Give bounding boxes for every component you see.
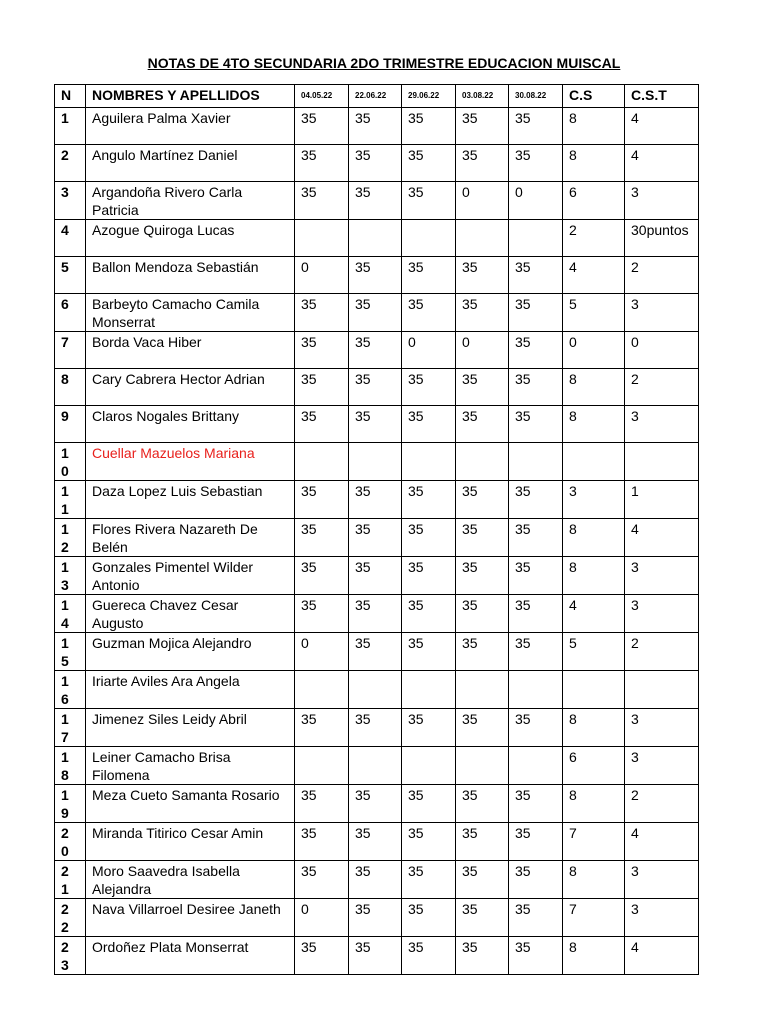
- student-name: Barbeyto Camacho Camila Monserrat: [86, 294, 295, 332]
- cs-cell: 5: [563, 633, 625, 671]
- grade-cell: 35: [349, 823, 402, 861]
- row-number: [55, 709, 86, 747]
- grade-cell: [509, 443, 563, 481]
- header-n: N: [55, 85, 86, 108]
- grade-cell: [456, 443, 509, 481]
- grade-cell: 35: [295, 709, 349, 747]
- cst-cell: 4: [625, 145, 699, 182]
- grade-cell: [295, 220, 349, 257]
- grade-cell: 35: [509, 633, 563, 671]
- table-header-row: [55, 85, 699, 108]
- student-name: Argandoña Rivero Carla Patricia: [86, 182, 295, 220]
- row-number-text: 22: [61, 901, 69, 935]
- cst-cell: 1: [625, 481, 699, 519]
- header-date: 29.06.22: [402, 85, 456, 108]
- row-number: [55, 595, 86, 633]
- cst-cell: 3: [625, 595, 699, 633]
- grade-cell: [295, 747, 349, 785]
- row-number: [55, 369, 86, 406]
- cs-cell: 6: [563, 182, 625, 220]
- cst-cell: 3: [625, 747, 699, 785]
- cs-cell: 0: [563, 332, 625, 369]
- row-number: [55, 220, 86, 257]
- grade-cell: 35: [456, 519, 509, 557]
- grade-cell: 35: [456, 595, 509, 633]
- grade-cell: 35: [456, 899, 509, 937]
- grade-cell: 35: [295, 294, 349, 332]
- table-row: [55, 633, 699, 671]
- table-row: [55, 671, 699, 709]
- row-number-text: 21: [61, 863, 69, 897]
- cs-cell: 8: [563, 406, 625, 443]
- row-number: [55, 861, 86, 899]
- grade-cell: 35: [402, 145, 456, 182]
- grade-cell: 35: [509, 595, 563, 633]
- table-row: [55, 182, 699, 220]
- cs-cell: 8: [563, 709, 625, 747]
- document-title: [0, 55, 768, 71]
- grade-cell: 35: [456, 823, 509, 861]
- grade-cell: 35: [402, 369, 456, 406]
- cst-cell: 2: [625, 369, 699, 406]
- student-name: Guzman Mojica Alejandro: [86, 633, 295, 671]
- table-row: [55, 785, 699, 823]
- row-number: [55, 519, 86, 557]
- grade-cell: [402, 443, 456, 481]
- student-name: Flores Rivera Nazareth De Belén: [86, 519, 295, 557]
- grade-cell: [349, 671, 402, 709]
- cst-cell: 3: [625, 406, 699, 443]
- cs-cell: 5: [563, 294, 625, 332]
- grade-cell: 35: [402, 182, 456, 220]
- grade-cell: 35: [349, 633, 402, 671]
- cst-cell: 3: [625, 861, 699, 899]
- row-number-text: 3: [61, 184, 69, 200]
- grade-cell: 35: [509, 481, 563, 519]
- grade-cell: 0: [295, 257, 349, 294]
- grade-cell: [509, 747, 563, 785]
- grade-cell: [295, 443, 349, 481]
- grade-cell: 35: [402, 633, 456, 671]
- grade-cell: 35: [349, 182, 402, 220]
- student-name: Moro Saavedra Isabella Alejandra: [86, 861, 295, 899]
- row-number-text: 12: [61, 521, 69, 555]
- student-name: Claros Nogales Brittany: [86, 406, 295, 443]
- cst-cell: 0: [625, 332, 699, 369]
- grade-cell: 35: [295, 937, 349, 975]
- grade-cell: 35: [295, 332, 349, 369]
- grade-cell: 0: [295, 899, 349, 937]
- row-number-text: 7: [61, 334, 69, 350]
- row-number-text: 20: [61, 825, 69, 859]
- grade-cell: 35: [509, 709, 563, 747]
- grade-cell: 35: [402, 557, 456, 595]
- cs-cell: 8: [563, 557, 625, 595]
- cs-cell: 4: [563, 595, 625, 633]
- grade-cell: 35: [509, 406, 563, 443]
- grade-cell: 35: [295, 369, 349, 406]
- row-number-text: 1: [61, 110, 69, 126]
- grade-cell: 35: [509, 937, 563, 975]
- table-row: [55, 294, 699, 332]
- grade-cell: 35: [509, 294, 563, 332]
- row-number: [55, 182, 86, 220]
- row-number: [55, 406, 86, 443]
- grade-cell: 35: [349, 257, 402, 294]
- table-row: [55, 823, 699, 861]
- row-number-text: 8: [61, 371, 69, 387]
- grade-cell: 35: [349, 861, 402, 899]
- grade-cell: 35: [349, 595, 402, 633]
- grade-cell: 35: [456, 557, 509, 595]
- student-name: Aguilera Palma Xavier: [86, 108, 295, 145]
- table-row: [55, 257, 699, 294]
- row-number: [55, 823, 86, 861]
- table-row: [55, 332, 699, 369]
- grade-cell: 35: [509, 899, 563, 937]
- student-name: Meza Cueto Samanta Rosario: [86, 785, 295, 823]
- student-name: Miranda Titirico Cesar Amin: [86, 823, 295, 861]
- grade-cell: 35: [295, 108, 349, 145]
- grade-cell: 35: [349, 108, 402, 145]
- grade-cell: 35: [295, 406, 349, 443]
- grade-cell: 35: [509, 557, 563, 595]
- row-number: [55, 481, 86, 519]
- grade-cell: 35: [295, 861, 349, 899]
- grade-cell: 35: [295, 519, 349, 557]
- row-number: [55, 747, 86, 785]
- grade-cell: 35: [402, 937, 456, 975]
- grade-cell: 35: [295, 595, 349, 633]
- cst-cell: 3: [625, 899, 699, 937]
- grade-cell: 35: [456, 481, 509, 519]
- header-date: 30.08.22: [509, 85, 563, 108]
- grade-cell: 35: [402, 823, 456, 861]
- cst-cell: 3: [625, 294, 699, 332]
- student-name: Nava Villarroel Desiree Janeth: [86, 899, 295, 937]
- row-number: [55, 108, 86, 145]
- grade-cell: 35: [456, 785, 509, 823]
- header-date: 04.05.22: [295, 85, 349, 108]
- grade-cell: 35: [402, 899, 456, 937]
- student-name: Borda Vaca Hiber: [86, 332, 295, 369]
- table-row: [55, 747, 699, 785]
- student-name: Daza Lopez Luis Sebastian: [86, 481, 295, 519]
- grade-cell: 35: [456, 937, 509, 975]
- grade-cell: 35: [402, 481, 456, 519]
- grade-cell: 35: [349, 481, 402, 519]
- grade-cell: 35: [509, 369, 563, 406]
- grade-cell: 35: [402, 595, 456, 633]
- cst-cell: 2: [625, 785, 699, 823]
- cst-cell: 4: [625, 823, 699, 861]
- grades-table: [54, 84, 699, 975]
- table-row: [55, 481, 699, 519]
- grade-cell: 35: [402, 785, 456, 823]
- student-name: Azogue Quiroga Lucas: [86, 220, 295, 257]
- row-number: [55, 785, 86, 823]
- grade-cell: 35: [456, 406, 509, 443]
- grade-cell: 35: [402, 519, 456, 557]
- grade-cell: 35: [349, 709, 402, 747]
- grade-cell: 35: [509, 332, 563, 369]
- cs-cell: 8: [563, 785, 625, 823]
- grade-cell: [402, 747, 456, 785]
- row-number-text: 9: [61, 408, 69, 424]
- row-number-text: 23: [61, 939, 69, 973]
- table-body: [55, 108, 699, 975]
- row-number: [55, 443, 86, 481]
- student-name: Cary Cabrera Hector Adrian: [86, 369, 295, 406]
- row-number: [55, 332, 86, 369]
- row-number-text: 15: [61, 635, 69, 669]
- table-row: [55, 220, 699, 257]
- cs-cell: 7: [563, 823, 625, 861]
- grade-cell: 35: [509, 861, 563, 899]
- cst-cell: 4: [625, 519, 699, 557]
- cst-cell: [625, 671, 699, 709]
- grade-cell: 35: [509, 108, 563, 145]
- cs-cell: 8: [563, 519, 625, 557]
- grade-cell: [509, 671, 563, 709]
- row-number-text: 10: [61, 445, 69, 479]
- row-number-text: 13: [61, 559, 69, 593]
- table-row: [55, 145, 699, 182]
- grade-cell: 35: [402, 294, 456, 332]
- cs-cell: 8: [563, 108, 625, 145]
- grade-cell: 35: [349, 406, 402, 443]
- row-number-text: 18: [61, 749, 69, 783]
- cs-cell: 8: [563, 369, 625, 406]
- grade-cell: [456, 220, 509, 257]
- cst-cell: 4: [625, 108, 699, 145]
- grade-cell: 35: [295, 823, 349, 861]
- header-name: NOMBRES Y APELLIDOS: [86, 85, 295, 108]
- grade-cell: 35: [295, 481, 349, 519]
- student-name: Ballon Mendoza Sebastián: [86, 257, 295, 294]
- grade-cell: 35: [509, 785, 563, 823]
- row-number-text: 19: [61, 787, 69, 821]
- grade-cell: [349, 443, 402, 481]
- grade-cell: 35: [402, 257, 456, 294]
- row-number: [55, 899, 86, 937]
- cs-cell: 8: [563, 937, 625, 975]
- table-row: [55, 709, 699, 747]
- grade-cell: 35: [456, 861, 509, 899]
- grade-cell: 35: [295, 557, 349, 595]
- row-number-text: 6: [61, 296, 69, 312]
- cs-cell: 6: [563, 747, 625, 785]
- grade-cell: 0: [402, 332, 456, 369]
- grade-cell: [402, 671, 456, 709]
- grade-cell: 35: [295, 785, 349, 823]
- student-name: Cuellar Mazuelos Mariana: [86, 443, 295, 481]
- grade-cell: 35: [349, 937, 402, 975]
- grade-cell: 35: [349, 519, 402, 557]
- grade-cell: 0: [456, 182, 509, 220]
- cs-cell: 3: [563, 481, 625, 519]
- grade-cell: 35: [349, 332, 402, 369]
- grade-cell: [349, 747, 402, 785]
- grade-cell: [402, 220, 456, 257]
- cs-cell: 2: [563, 220, 625, 257]
- row-number: [55, 557, 86, 595]
- row-number-text: 17: [61, 711, 69, 745]
- header-date: 22.06.22: [349, 85, 402, 108]
- cs-cell: 8: [563, 861, 625, 899]
- student-name: Jimenez Siles Leidy Abril: [86, 709, 295, 747]
- grade-cell: 0: [295, 633, 349, 671]
- student-name: Iriarte Aviles Ara Angela: [86, 671, 295, 709]
- grade-cell: 35: [509, 823, 563, 861]
- grade-cell: [456, 671, 509, 709]
- student-name: Leiner Camacho Brisa Filomena: [86, 747, 295, 785]
- grade-cell: 35: [349, 145, 402, 182]
- row-number-text: 2: [61, 147, 69, 163]
- grade-cell: 35: [402, 861, 456, 899]
- cst-cell: [625, 443, 699, 481]
- grade-cell: 35: [349, 899, 402, 937]
- student-name: Angulo Martínez Daniel: [86, 145, 295, 182]
- table-row: [55, 406, 699, 443]
- grade-cell: [456, 747, 509, 785]
- table-row: [55, 937, 699, 975]
- cs-cell: [563, 443, 625, 481]
- cst-cell: 3: [625, 709, 699, 747]
- document-title-text: NOTAS DE 4TO SECUNDARIA 2DO TRIMESTRE EDUCACION MUISCAL: [147, 55, 621, 71]
- cst-cell: 30puntos: [625, 220, 699, 257]
- grade-cell: 35: [402, 709, 456, 747]
- row-number: [55, 671, 86, 709]
- grade-cell: 35: [295, 182, 349, 220]
- student-name: Gonzales Pimentel Wilder Antonio: [86, 557, 295, 595]
- grade-cell: 35: [456, 257, 509, 294]
- row-number: [55, 145, 86, 182]
- row-number-text: 5: [61, 259, 69, 275]
- grade-cell: 35: [456, 108, 509, 145]
- grade-cell: 0: [456, 332, 509, 369]
- grade-cell: 35: [402, 406, 456, 443]
- cs-cell: 8: [563, 145, 625, 182]
- grade-cell: 35: [295, 145, 349, 182]
- grade-cell: 35: [509, 519, 563, 557]
- row-number: [55, 257, 86, 294]
- student-name: Guereca Chavez Cesar Augusto: [86, 595, 295, 633]
- cst-cell: 3: [625, 182, 699, 220]
- row-number-text: 11: [61, 483, 69, 517]
- cs-cell: 4: [563, 257, 625, 294]
- grade-cell: 35: [402, 108, 456, 145]
- row-number-text: 16: [61, 673, 69, 707]
- grade-cell: 35: [456, 633, 509, 671]
- grade-cell: 35: [456, 369, 509, 406]
- table-row: [55, 108, 699, 145]
- table-row: [55, 899, 699, 937]
- table-row: [55, 369, 699, 406]
- cs-cell: [563, 671, 625, 709]
- header-date: 03.08.22: [456, 85, 509, 108]
- grade-cell: [509, 220, 563, 257]
- table-row: [55, 595, 699, 633]
- grade-cell: [295, 671, 349, 709]
- row-number-text: 14: [61, 597, 69, 631]
- cst-cell: 4: [625, 937, 699, 975]
- row-number: [55, 937, 86, 975]
- table-row: [55, 443, 699, 481]
- student-name: Ordoñez Plata Monserrat: [86, 937, 295, 975]
- table-row: [55, 519, 699, 557]
- grade-cell: 35: [349, 785, 402, 823]
- row-number-text: 4: [61, 222, 69, 238]
- header-cs: C.S: [563, 85, 625, 108]
- cst-cell: 2: [625, 257, 699, 294]
- row-number: [55, 633, 86, 671]
- grade-cell: 35: [509, 257, 563, 294]
- grade-cell: [349, 220, 402, 257]
- grade-cell: 35: [349, 369, 402, 406]
- header-cst: C.S.T: [625, 85, 699, 108]
- grade-cell: 35: [349, 557, 402, 595]
- grade-cell: 0: [509, 182, 563, 220]
- row-number: [55, 294, 86, 332]
- grade-cell: 35: [509, 145, 563, 182]
- table-row: [55, 861, 699, 899]
- table-row: [55, 557, 699, 595]
- grade-cell: 35: [456, 294, 509, 332]
- grade-cell: 35: [456, 709, 509, 747]
- cst-cell: 2: [625, 633, 699, 671]
- grade-cell: 35: [349, 294, 402, 332]
- cs-cell: 7: [563, 899, 625, 937]
- grade-cell: 35: [456, 145, 509, 182]
- cst-cell: 3: [625, 557, 699, 595]
